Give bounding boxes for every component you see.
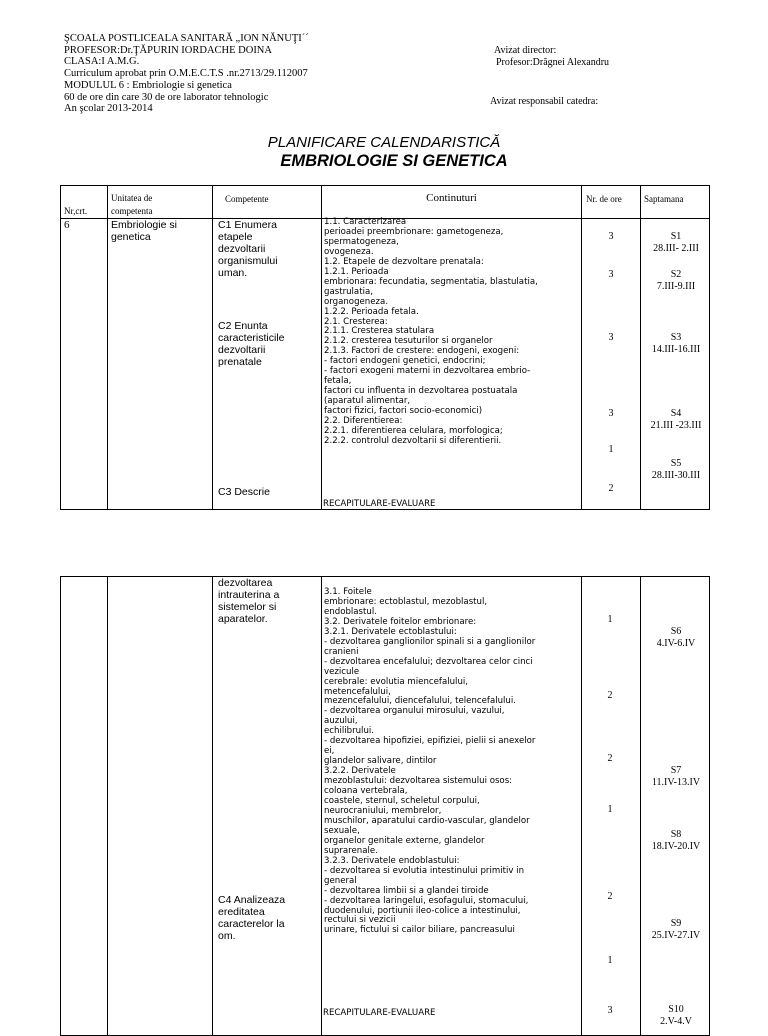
content-line: - dezvoltarea limbii si a glandei tiroide (324, 885, 489, 896)
content-line: 2.2. Diferentierea: (324, 416, 403, 427)
content-line: perioadei preembrionare: gametogeneza, (324, 226, 504, 237)
content-line: sexuale, (324, 825, 360, 836)
week-dates: 28.III- 2.III (653, 243, 699, 254)
competency-line: ereditatea (218, 906, 265, 918)
content-line: 3.2.1. Derivatele ectoblastului: (324, 626, 457, 637)
content-line: mezencefalului, diencefalului, telencefalului. (324, 696, 516, 707)
hours-value: 3 (608, 231, 614, 242)
competency-c1 (218, 219, 278, 279)
content-line: rectului si vezicii (324, 915, 396, 926)
header-competente: Competente (225, 194, 269, 204)
content-line: 2.2.1. diferentierea celulara, morfologica; (324, 426, 503, 437)
week-cell (641, 332, 711, 356)
planning-table-1 (60, 185, 710, 510)
header-continuturi: Continuturi (426, 192, 477, 204)
competency-c4 (218, 894, 285, 942)
competency-c3 (218, 486, 270, 498)
week-cell (641, 269, 711, 293)
content-line: 2.1. Cresterea: (324, 316, 388, 327)
week-number: S6 (670, 626, 682, 637)
content-line: (aparatul alimentar, (324, 396, 411, 407)
class-name: CLASA:I A.M.G. (64, 56, 140, 68)
content-line: - dezvoltarea ganglionilor spinali si a ganglionilor (324, 636, 536, 647)
competency-line: C3 Descrie (218, 486, 270, 498)
header-unit-2: competenta (111, 206, 153, 216)
school-year: An şcolar 2013-2014 (64, 103, 153, 115)
week-number: S8 (670, 829, 682, 840)
content-line: metencefalului, (324, 686, 391, 697)
content-line: organogeneza. (324, 296, 389, 307)
week-cell (641, 1004, 711, 1028)
competency-line: dezvoltarii (218, 344, 266, 356)
header-unit-1: Unitatea de (111, 193, 153, 203)
week-cell (641, 231, 711, 255)
week-number: S1 (670, 231, 682, 242)
competency-line: organismului (218, 255, 278, 267)
hours-line: 60 de ore din care 30 de ore laborator tehnologic (64, 91, 269, 103)
week-number: S3 (670, 332, 682, 343)
content-list-1 (324, 218, 538, 447)
week-cell (641, 626, 711, 650)
week-cell (641, 408, 711, 432)
planning-table-2 (60, 576, 710, 1036)
week-number: S7 (670, 765, 682, 776)
content-line: 3.1. Foitele (324, 587, 372, 597)
hours-value: 1 (607, 614, 613, 625)
competency-line: prenatale (218, 356, 262, 368)
content-line: mezoblastului: dezvoltarea sistemului osos: (324, 776, 513, 787)
content-line: spermatogeneza, (324, 236, 399, 247)
week-cell (641, 765, 711, 789)
hours-value: 3 (608, 269, 614, 280)
module-line: MODULUL 6 : Embriologie si genetica (64, 79, 232, 91)
content-line: 3.2.2. Derivatele (324, 766, 396, 777)
content-line: glandelor salivare, dintilor (324, 756, 437, 767)
week-dates: 18.IV-20.IV (651, 841, 701, 852)
content-line: 1.2.1. Perioada (324, 266, 389, 277)
content-line: - dezvoltarea si evolutia intestinului primitiv in (324, 865, 525, 876)
competency-line: caracteristicile (218, 332, 285, 344)
content-line: vezicule (324, 666, 360, 677)
week-cell (641, 458, 711, 482)
recap-label-1: RECAPITULARE-EVALUARE (323, 499, 436, 509)
content-line: auzului, (324, 716, 358, 727)
hours-value: 2 (608, 483, 614, 494)
hours-value: 3 (608, 332, 614, 343)
content-line: ei, (324, 746, 335, 757)
week-dates: 21.III -23.III (650, 420, 702, 431)
content-line: - factori exogeni materni in dezvoltarea embrio- (324, 366, 531, 377)
content-line: 3.2.3. Derivatele endoblastului: (324, 855, 460, 866)
content-line: 3.2. Derivatele foitelor embrionare: (324, 616, 477, 627)
header-ore: Nr. de ore (586, 194, 622, 204)
content-line: general (324, 875, 357, 886)
content-line: echilibrului. (324, 726, 375, 737)
competency-line: C1 Enumera (218, 219, 277, 231)
competency-line: aparatelor. (218, 613, 268, 625)
week-dates: 28.III-30.III (651, 470, 701, 481)
week-number: S9 (670, 918, 682, 929)
competency-line: dezvoltarii (218, 243, 266, 255)
school-name: ŞCOALA POSTLICEALA SANITARĂ „ION NĂNUŢI´´ (64, 33, 309, 44)
hours-value: 2 (607, 891, 613, 902)
content-line: 1.2. Etapele de dezvoltare prenatala: (324, 256, 484, 267)
content-line: coloana vertebrala, (324, 786, 408, 797)
recap-label-2: RECAPITULARE-EVALUARE (323, 1008, 436, 1018)
content-line: gastrulatia, (324, 286, 373, 297)
week-dates: 2.V-4.V (660, 1016, 692, 1027)
competency-c3-continued (218, 577, 279, 625)
week-cell (641, 829, 711, 853)
competency-line: etapele (218, 231, 253, 243)
competency-line: C2 Enunta (218, 320, 268, 332)
page-subtitle: EMBRIOLOGIE SI GENETICA (280, 152, 508, 170)
header-saptamana: Saptamana (644, 194, 684, 204)
competency-line: uman. (218, 267, 248, 279)
week-number: S2 (670, 269, 682, 280)
week-cell (641, 918, 711, 942)
hours-value: 1 (607, 804, 613, 815)
page-title: PLANIFICARE CALENDARISTICĂ (267, 134, 501, 151)
week-number: S4 (670, 408, 682, 419)
content-line: ovogeneza. (324, 246, 374, 257)
content-line: - dezvoltarea organului mirosului, vazului, (324, 706, 505, 717)
content-line: 2.2.2. controlul dezvoltarii si diferentierii. (324, 435, 502, 446)
content-line: - dezvoltarea laringelui, esofagului, stomacului, (324, 895, 529, 906)
unit-name: Embriologie si genetica (111, 219, 177, 243)
header-nr: Nr,crt. (64, 206, 88, 216)
competency-line: om. (218, 930, 236, 942)
content-line: embrionare: ectoblastul, mezoblastul, (324, 596, 488, 607)
content-line: - dezvoltarea encefalului; dezvoltarea celor cinci (324, 656, 533, 667)
chair-label: Avizat responsabil catedra: (490, 96, 599, 107)
competency-line: sistemelor si (218, 601, 277, 613)
content-list-2 (324, 588, 535, 936)
competency-line: intrauterina a (218, 589, 280, 601)
director-name: Profesor:Drăgnei Alexandru (496, 57, 610, 68)
document-header (64, 33, 309, 115)
content-line: urinare, fictului si cailor biliare, pancreasului (324, 925, 515, 936)
hours-value: 3 (607, 1005, 613, 1016)
competency-line: dezvoltarea (218, 577, 273, 589)
content-line: cranieni (324, 646, 359, 657)
content-line: muschilor, aparatului cardio-vascular, glandelor (324, 815, 530, 826)
curriculum-line: Curriculum aprobat prin O.M.E.C.T.S .nr.2713/29.112007 (64, 68, 308, 80)
content-line: embrionara: fecundatia, segmentatia, blastulatia, (324, 276, 538, 287)
content-line: endoblastul. (324, 606, 377, 617)
week-dates: 4.IV-6.IV (656, 638, 696, 649)
content-line: - dezvoltarea hipofiziei, epifiziei, pielii si anexelor (324, 736, 536, 747)
director-label: Avizat director: (494, 45, 557, 56)
content-line: suprarenale. (324, 845, 378, 856)
row-number: 6 (64, 219, 70, 231)
content-line: 1.2.2. Perioada fetala. (324, 306, 419, 317)
hours-value: 2 (607, 753, 613, 764)
content-line: factori cu influenta in dezvoltarea postuatala (324, 386, 518, 397)
week-number: S5 (670, 458, 682, 469)
hours-value: 3 (608, 408, 614, 419)
content-line: fetala, (324, 376, 352, 387)
content-line: 2.1.1. Cresterea statulara (324, 326, 435, 337)
teacher-name: PROFESOR:Dr.ŢĂPURIN IORDACHE DOINA (64, 44, 272, 56)
content-line: cerebrale: evolutia miencefalului, (324, 676, 469, 687)
content-line: factori fizici, factori socio-economici) (324, 406, 483, 417)
content-line: 2.1.3. Factori de crestere: endogeni, exogeni: (324, 346, 520, 357)
content-line: neurocraniului, membrelor, (324, 805, 442, 816)
content-line: duodenului, portiunii ileo-colice a intestinului, (324, 905, 521, 916)
competency-line: C4 Analizeaza (218, 894, 286, 906)
week-dates: 14.III-16.III (651, 344, 701, 355)
week-dates: 7.III-9.III (656, 281, 696, 292)
content-line: coastele, sternul, scheletul corpului, (324, 796, 480, 807)
hours-value: 2 (607, 690, 613, 701)
week-number: S10 (668, 1004, 684, 1015)
week-dates: 25.IV-27.IV (651, 930, 701, 941)
content-line: 2.1.2. cresterea tesuturilor si organelor (324, 336, 493, 347)
hours-value: 1 (607, 955, 613, 966)
content-line: organelor genitale externe, glandelor (324, 835, 485, 846)
hours-value: 1 (608, 444, 614, 455)
competency-c2 (218, 320, 285, 368)
competency-line: caracterelor la (218, 918, 285, 930)
content-line: 1.1. Caracterizarea (324, 217, 407, 227)
week-dates: 11.IV-13.IV (651, 777, 701, 788)
content-line: - factori endogeni genetici, endocrini; (324, 356, 486, 367)
